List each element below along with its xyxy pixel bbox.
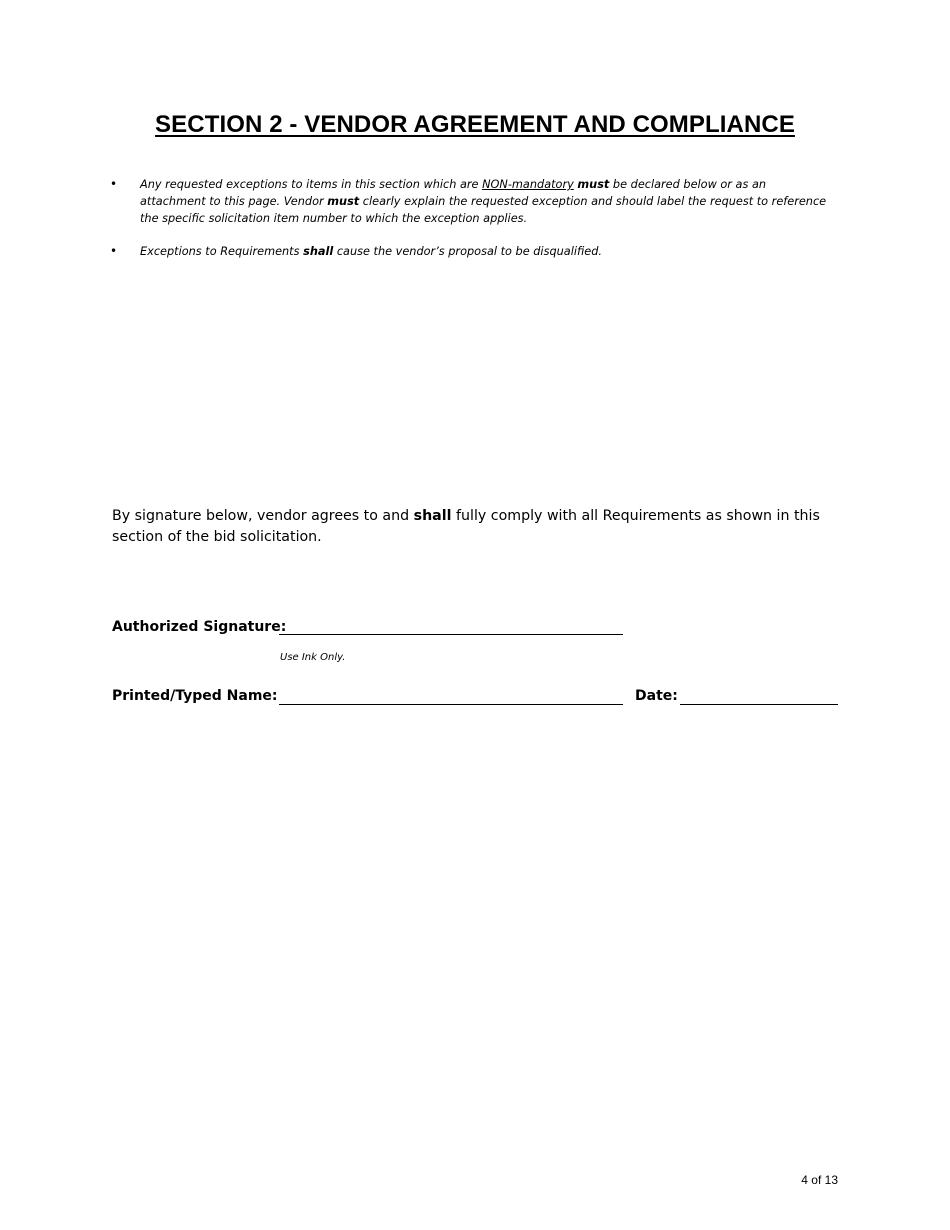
printed-name-line[interactable]: [279, 704, 623, 705]
authorized-signature-label: Authorized Signature:: [112, 619, 287, 635]
date-line[interactable]: [680, 704, 838, 705]
agreement-statement: By signature below, vendor agrees to and shall fully comply with all Requirements as shown in this section of the bid solicitation.: [112, 508, 820, 545]
bullet-dot-icon: •: [110, 244, 118, 258]
bullet-text: Exceptions to Requirements shall cause the vendor’s proposal to be disqualified.: [140, 245, 602, 258]
bullet-dot-icon: •: [110, 177, 118, 191]
signature-line[interactable]: [279, 634, 623, 635]
bullet-text: Any requested exceptions to items in this section which are NON-mandatory must be declared below or as an attachment to this page. Vendor must clearly explain the requested exception and should label the request to reference the specific solicitation item number to which the exception applies.: [140, 178, 827, 225]
printed-name-label: Printed/Typed Name:: [112, 688, 278, 704]
page-number: 4 of 13: [801, 1173, 838, 1187]
section-title: SECTION 2 - VENDOR AGREEMENT AND COMPLIANCE: [155, 111, 795, 138]
date-label: Date:: [635, 688, 678, 704]
exception-bullet-1: [112, 176, 834, 227]
exception-bullet-2: [112, 243, 834, 260]
signature-note: Use Ink Only.: [280, 652, 346, 663]
